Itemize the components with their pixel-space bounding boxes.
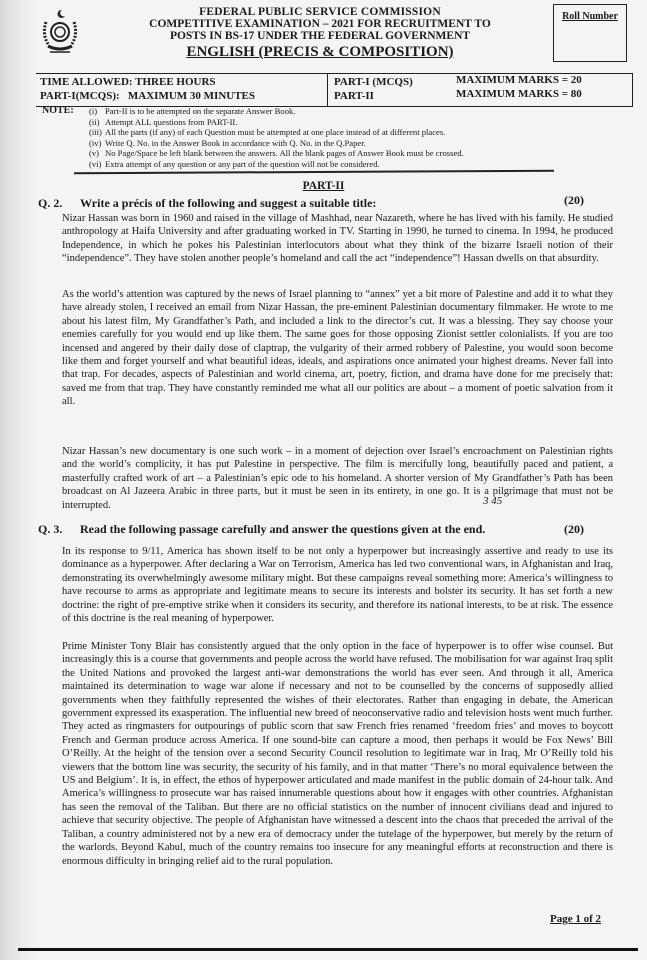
exam-header — [120, 6, 520, 61]
q3-title: Read the following passage carefully and answer the questions given at the end. — [80, 522, 486, 536]
handwritten-note: 3 45 — [483, 495, 503, 507]
part2-marks: MAXIMUM MARKS = 80 — [456, 88, 582, 100]
q2-number: Q. 2. — [38, 196, 63, 210]
part2-label: PART-II — [334, 90, 374, 102]
posts-line: POSTS IN BS-17 UNDER THE FEDERAL GOVERNMENT — [169, 30, 471, 42]
note-item: (v) No Page/Space be left blank between the answers. All the blank pages of Answer Book must be crossed. — [89, 148, 464, 159]
bottom-rule — [18, 948, 638, 951]
part1-marks: MAXIMUM MARKS = 20 — [456, 74, 582, 86]
instructions-note — [36, 106, 636, 170]
q3-marks: (20) — [564, 522, 584, 536]
scan-shadow — [0, 0, 40, 960]
time-allowed: TIME ALLOWED: THREE HOURS — [40, 76, 216, 88]
exam-name: COMPETITIVE EXAMINATION – 2021 FOR RECRUITMENT TO — [149, 18, 491, 30]
note-item: (iv) Write Q. No. in the Answer Book in accordance with Q. No. in the Q.Paper. — [89, 137, 366, 148]
q3-number: Q. 3. — [38, 522, 63, 536]
part-heading: PART-II — [302, 180, 345, 192]
subject-title: ENGLISH (PRECIS & COMPOSITION) — [186, 44, 454, 60]
roll-number-label: Roll Number — [562, 11, 618, 22]
q2-paragraph: Nizar Hassan’s new documentary is one such work – in a moment of dejection over Israel’s encroachment on Palestinian rights and the world’s complicity, it has put Palestine in perspective. The film is mercifully long, beautifully paced and patient, a masterfully crafted work of art – a Palestinian’s epic ode to his homeland. A shorter version of My Grandfather’s Path has been broadcast on Al Jazeera Arabic in three parts, but it must be seen in its entirety, in one go. It is a pilgrimage that must not be interrupted. — [62, 446, 613, 511]
part1-label: PART-I (MCQS) — [334, 76, 413, 88]
q2-paragraph: Nizar Hassan was born in 1960 and raised in the village of Mashhad, near Nazareth, where he has lived with his family. He studied anthropology at Haifa University and after graduating worked in TV. Starting in 1990, he turned to cinema. In 1994, he produced Independence, in which he pokes his Palestinian interlocutors about what they think of the bizarre Israeli notion of their “independence”. They have stolen another people’s homeland and call the act “independence”! Hassan dwells on that absurdity. — [62, 213, 613, 265]
org-name: FEDERAL PUBLIC SERVICE COMMISSION — [199, 6, 441, 18]
q2-paragraph: As the world’s attention was captured by the news of Israel planning to “annex” yet a bit more of Palestine and add it to what they have already stolen, I received an email from Nizar Hassan, the pre-eminent Palestinian documentary filmmaker. He wrote to me about his latest film, My Grandfather’s Path, and included a link to the director’s cut. It was a blessing. They say choose your enemies carefully for you would end up like them. The same goes for those opposing Zionist settler colonialists. If you are too incensed and angered by their daily dose of claptrap, the vulgarity of their armed robbery of Palestine, you would soon become like them and forget yourself and what beautiful ideas, ideals, and aspirations once animated your highest dreams. Never fall into that trap. For decades, aspects of Palestinian and world cinema, art, poetry, fiction, and drama have done for me precisely that: saved me from that trap. They have constantly reminded me what all our politics are about – a moment of poetic salvation from it all. — [62, 289, 613, 408]
q2-title: Write a précis of the following and suggest a suitable title: — [80, 196, 377, 210]
part1-time: PART-I(MCQS): MAXIMUM 30 MINUTES — [40, 90, 256, 102]
q3-paragraph: Prime Minister Tony Blair has consistently argued that the only option in the face of hyperpower is to offer wise counsel. But increasingly this is a course that governments and people across the world have refused. The mobilisation for war against Iraq split the United Nations and provoked the largest anti-war demonstrations the world has ever seen. And through it all, America maintained its determination to wage war alone if necessary and not to be counselled by the concerns of supposedly allied governments when they faithfully represented the wishes of their electorates. Rather than engaging in debate, the American government expressed its exasperation. The influential new breed of neoconservative radio and television hosts went much further. They acted as ringmasters for outpourings of public scorn that saw French fries renamed ‘freedom fries’ and moves to boycott French and German produce across America. If one sound-bite can capture a mood, then perhaps it would be Fox News’ Bill O’Reilly. At the height of the tension over a second Security Council resolution to legitimate war in Iraq, Mr O’Reilly told his viewers that the bottom line was security, the security of his family, and in that matter ‘There’s no moral equivalence between the US and Belgium’. It is, in effect, the ethos of hyperpower articulated and made manifest in the public domain of 24-hour talk. And America’s willingness to prosecute war has raised innumerable questions about how it engages with other countries. Afghanistan has seen the removal of the Taliban. But there are no official statistics on the number of innocent civilians dead and injured to achieve that security objective. The people of Afghanistan have witnessed a descent into the chaos that preceded the arrival of the Taliban, a country administered not by a new era of democracy under the tutelage of the hyperpower, but merely by the return of the warlords. Beyond Kabul, much of the country remains too insecure for any meaningful efforts at reconstruction and there is enormous difficulty in bringing relief aid to the rural population. — [62, 641, 613, 867]
note-divider — [74, 170, 554, 174]
roll-number-box[interactable] — [553, 4, 627, 62]
note-item: (ii) Attempt ALL questions from PART-II. — [89, 116, 238, 127]
note-item: (i) Part-II is to be attempted on the separate Answer Book. — [89, 106, 296, 116]
fpsc-emblem-icon — [38, 8, 82, 56]
page-number: Page 1 of 2 — [550, 913, 602, 925]
info-divider — [327, 74, 328, 106]
exam-info-box — [36, 73, 633, 107]
note-item: (iii) All the parts (if any) of each Question must be attempted at one place instead of at different places. — [89, 127, 446, 138]
note-label: NOTE: — [42, 105, 74, 116]
q3-paragraph: In its response to 9/11, America has shown itself to be not only a hyperpower but increasingly assertive and ready to use its dominance as a hyperpower. After declaring a War on Terrorism, America has led two conventional wars, in Afghanistan and Iraq, demonstrating its overwhelmingly awesome military might. But these campaigns reveal something more: America’s willingness to have recourse to arms as appropriate and legitimate means to secure its interests and bolster its security. It has set forth a new doctrine: the right of pre-emptive strike when it considers its security, and therefore its national interests, to be at risk. The essence of this doctrine is the real meaning of hyperpower. — [62, 546, 613, 625]
q2-marks: (20) — [564, 193, 584, 207]
note-item: (vi) Extra attempt of any question or any part of the question will not be considered. — [89, 158, 380, 169]
